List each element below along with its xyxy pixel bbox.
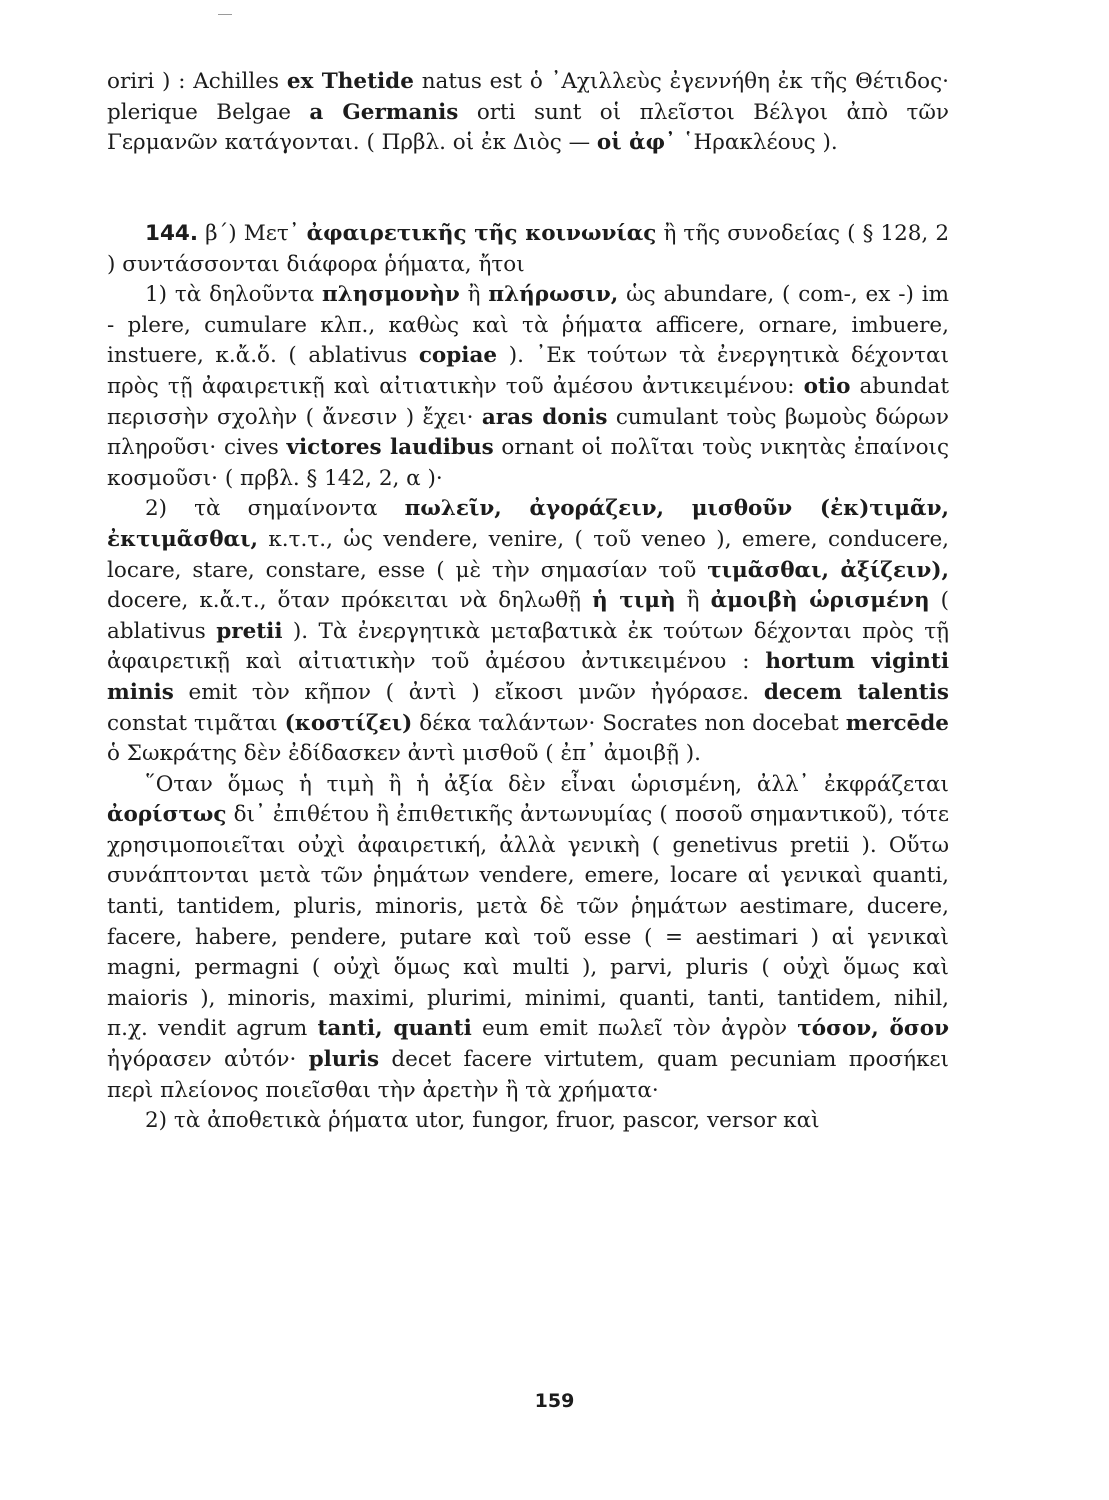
- text-run: ). Τὰ ἐνεργητικὰ μεταβατικὰ ἐκ τούτων δέχονται πρὸς τῇ ἀφαιρετικῇ καὶ αἰτιατικὴν τοῦ ἀμέσου ἀντικειμένου :: [107, 618, 949, 675]
- text-run: 2) τὰ ἀποθετικὰ ῥήματα utor, fungor, fruor, pascor, versor καὶ: [145, 1108, 820, 1134]
- text-run: ornant οἱ πολῖται τοὺς νικητὰς ἐπαίνοις κοσμοῦσι· ( πρβλ. § 142, 2, α )·: [107, 435, 949, 491]
- text-run: docere, κ.ἄ.τ., ὅταν πρόκειται νὰ δηλωθῇ: [107, 588, 593, 614]
- bold-example: pluris: [308, 1047, 380, 1073]
- paragraph-deponent-verbs: [107, 1106, 949, 1137]
- bold-example: aras donis: [481, 404, 608, 430]
- text-run: ὁ Σωκράτης δὲν ἐδίδασκεν ἀντὶ μισθοῦ ( ἐπ᾿ ἀμοιβῇ ).: [107, 741, 702, 767]
- text-run: 1) τὰ δηλοῦντα: [145, 282, 322, 308]
- bold-term: ἡ τιμὴ: [592, 588, 676, 614]
- scan-mark: [218, 14, 232, 15]
- bold-example: (κοστίζει): [284, 710, 413, 736]
- bold-term: ἀφαιρετικῆς τῆς κοινωνίας: [306, 221, 657, 246]
- bold-example: victores laudibus: [286, 435, 494, 461]
- text-run: ἢ: [675, 588, 711, 614]
- text-run: ἠγόρασεν αὐτόν·: [107, 1047, 309, 1073]
- text-run: ῞Οταν ὅμως ἡ τιμὴ ἢ ἡ ἀξία δὲν εἶναι ὡρισμένη, ἀλλ᾿ ἐκφράζεται: [145, 771, 949, 797]
- text-run: δι᾿ ἐπιθέτου ἢ ἐπιθετικῆς ἀντωνυμίας ( ποσοῦ σημαντικοῦ), τότε χρησιμοποιεῖται οὐχὶ ἀφαιρετική, ἀλλὰ γενικὴ ( genetivus pretii ). Οὕτω συνάπτονται μετὰ τῶν ῥημάτων vendere, emere, locare αἱ γενικαὶ quanti, tanti, tantidem, pluris, minoris, μετὰ δὲ τῶν ῥημάτων aestimare, ducere, facere, habere, pendere, putare καὶ τοῦ esse ( = aestimari ) αἱ γενικαὶ magni, permagni ( οὐχὶ ὅμως καὶ multi ), parvi, pluris ( οὐχὶ ὅμως καὶ maioris ), minoris, maximi, plurimi, minimi, quanti, tanti, tantidem, nihil, π.χ. vendit agrum: [107, 802, 949, 1042]
- text-run: natus est ὁ ᾿Αχιλλεὺς ἐγεννήθη ἐκ τῆς Θέτιδος· plerique Belgae: [107, 69, 949, 125]
- text-run: orti sunt οἱ πλεῖστοι Βέλγοι ἀπὸ τῶν Γερμανῶν κατάγονται. ( Πρβλ. οἱ ἐκ Διὸς —: [107, 99, 950, 156]
- text-run: ῾Ηρακλέους ).: [675, 130, 838, 156]
- bold-term: ἀορίστως: [107, 802, 227, 828]
- text-run: eum emit πωλεῖ τὸν ἀγρὸν: [471, 1016, 798, 1042]
- text-run: cumulant τοὺς βωμοὺς δώρων πληροῦσι· cives: [107, 404, 949, 461]
- bold-example: decem talentis: [763, 679, 949, 705]
- paragraph-pretii: [107, 494, 949, 769]
- text-run: ἢ: [459, 282, 489, 308]
- text-run: δέκα ταλάντων· Socrates non docebat: [412, 710, 846, 736]
- text-run: ). ᾿Εκ τούτων τὰ ἐνεργητικὰ δέχονται πρὸς τῇ ἀφαιρετικῇ καὶ αἰτιατικὴν τοῦ ἀμέσου ἀντικειμένου:: [107, 343, 950, 399]
- section-144: [107, 219, 949, 1137]
- bold-term: πωλεῖν, ἀγοράζειν, μισθοῦν (ἐκ)τιμᾶν, ἐκτιμᾶσθαι,: [107, 496, 949, 552]
- bold-example: οἱ ἀφ᾿: [596, 130, 676, 156]
- page-number: 159: [534, 1390, 575, 1412]
- continued-paragraph: [107, 67, 949, 159]
- text-run: κ.τ.τ., ὡς vendere, venire, ( τοῦ veneo ), emere, conducere, locare, stare, constare, esse ( μὲ τὴν σημασίαν τοῦ: [107, 526, 949, 583]
- section-number: 144.: [145, 221, 199, 246]
- bold-example: mercēde: [845, 710, 949, 736]
- bold-example: ex Thetide: [286, 69, 414, 94]
- text-run: ( ablativus: [107, 588, 949, 644]
- continued-text-block: [107, 67, 949, 159]
- bold-term: πλησμονὴν: [321, 282, 460, 308]
- text-run: emit τὸν κῆπον ( ἀντὶ ) εἴκοσι μνῶν ἠγόρασε.: [173, 679, 764, 705]
- paragraph-genetivus-pretii: [107, 770, 949, 1107]
- bold-term: ἀμοιβὴ ὡρισμένη: [710, 588, 930, 614]
- text-run: constat τιμᾶται: [107, 710, 285, 736]
- section-heading-paragraph: [107, 219, 949, 280]
- bold-term: copiae: [418, 343, 498, 369]
- bold-example: hortum viginti minis: [107, 649, 950, 705]
- text-run: β΄) Μετ᾿: [198, 221, 307, 246]
- bold-term: τιμᾶσθαι, ἀξίζειν),: [707, 557, 950, 583]
- text-run: ὡς abundare, ( com-, ex -) im - plere, cumulare κλπ., καθὼς καὶ τὰ ῥήματα afficere, ornare, imbuere, instuere, κ.ἄ.ὅ. ( ablativus: [107, 282, 949, 369]
- bold-example: otio: [803, 373, 851, 399]
- bold-term: πλήρωσιν,: [488, 282, 619, 308]
- bold-example: tanti, quanti: [317, 1016, 472, 1042]
- text-run: abundat περισσὴν σχολὴν ( ἄνεσιν ) ἔχει·: [107, 373, 949, 430]
- bold-example: a Germanis: [309, 99, 459, 125]
- bold-example: τόσον, ὅσον: [797, 1016, 949, 1042]
- text-run: ἢ τῆς συνοδείας ( § 128, 2 ) συντάσσονται διάφορα ῥήματα, ἤτοι: [107, 221, 949, 277]
- text-run: decet facere virtutem, quam pecuniam προσήκει περὶ πλείονος ποιεῖσθαι τὴν ἀρετὴν ἢ τὰ χρήματα·: [107, 1047, 949, 1103]
- bold-term: pretii: [216, 618, 283, 644]
- paragraph-copiae: [107, 280, 949, 494]
- text-run: 2) τὰ σημαίνοντα: [145, 496, 405, 522]
- text-run: oriri ) : Achilles: [107, 69, 287, 94]
